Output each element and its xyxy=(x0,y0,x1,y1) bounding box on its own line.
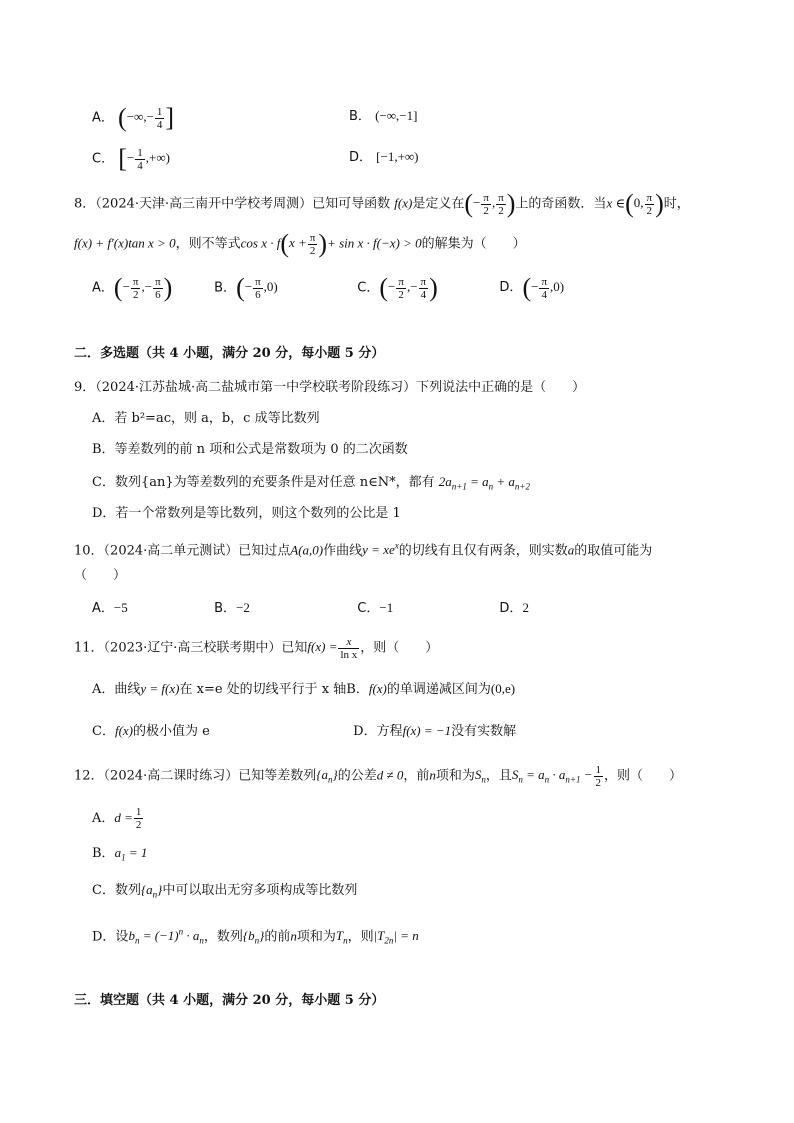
q12-text: ，且 xyxy=(485,768,512,784)
q7-b-expr: (−∞,−1] xyxy=(375,108,418,123)
q11-function: f(x) = $\frac{x}{\text{ln x}}$ xyxy=(307,636,358,661)
q9-stem xyxy=(74,378,585,398)
question-number: 8． xyxy=(74,196,96,212)
q10-option-d: D．2 xyxy=(499,600,529,616)
q7-option-a xyxy=(92,103,175,133)
q7-d-expr: [−1,+∞) xyxy=(376,149,419,164)
q8-ineq-arg: (x + $\frac{\pi}{2}$ ) xyxy=(280,229,328,259)
q11-stem xyxy=(74,636,438,661)
q8-option-d: D．(− $\frac{\pi}{4}$ ,0) xyxy=(499,273,565,303)
q8-interval-2: (0, $\frac{\pi}{2}$ ) xyxy=(625,189,664,219)
option-label: C． xyxy=(92,151,115,167)
q11-option-b: B．f(x)的单调递减区间为(0,e) xyxy=(346,681,516,697)
option-label: D． xyxy=(349,150,373,165)
q8-interval: (− $\frac{\pi}{2}$ , $\frac{\pi}{2}$ ) xyxy=(464,189,516,219)
q8-line-2 xyxy=(74,229,526,259)
q12-option-d: D．设$b_n = (-1)^n \cdot a_n$，数列$\{b_n\}$的前n项和为$T_n$，则$|T_{2n}| = n$ xyxy=(92,927,419,946)
q9-option-c xyxy=(92,472,530,497)
q12-n: n xyxy=(429,767,436,783)
q10-point: A(a,0) xyxy=(290,542,324,558)
q7-option-c xyxy=(92,144,170,174)
q10-stem xyxy=(74,536,652,561)
question-number: 11． xyxy=(74,640,104,656)
section-heading-fill-in: 三．填空题（共 4 小题，满分 20 分，每小题 5 分） xyxy=(74,993,385,1008)
q12-option-a: A．d = $\frac{1}{2}$ xyxy=(92,806,142,831)
q8-option-b: B．(− $\frac{\pi}{6}$ ,0) xyxy=(214,273,278,303)
q12-option-c: C．数列$\{a_n\}$中可以取出无穷多项构成等比数列 xyxy=(92,882,358,900)
q9-c-formula: $2a_{n+1} = a_n + a_{n+2}$ xyxy=(438,474,530,492)
question-stem: 下列说法中正确的是（ ） xyxy=(416,380,586,395)
q12-text: 项和为 xyxy=(435,768,475,784)
question-source: （2024·江苏盐城·高二盐城市第一中学校联考阶段练习） xyxy=(95,380,417,395)
q12-text: 的公差 xyxy=(337,768,377,784)
q10-text: 的取值可能为 xyxy=(574,543,653,559)
q7-a-expr: (−∞,− $\frac{1}{4}$ ] xyxy=(118,103,175,133)
q10-a: a xyxy=(567,542,575,558)
q9-option-d: D．若一个常数列是等比数列，则这个数列的公比是 1 xyxy=(92,506,401,521)
q12-option-b: B．$a_1 = 1$ xyxy=(92,845,148,863)
q8-text: 是定义在 xyxy=(412,196,465,212)
q12-text: 已知等差数列 xyxy=(238,768,317,784)
q11-options-ab xyxy=(92,679,515,700)
q11-option-a: A．曲线y = f(x)在 x=e 处的切线平行于 x 轴 xyxy=(92,681,347,697)
q10-text: 已知过点 xyxy=(238,543,291,559)
q10-paren: （ ） xyxy=(74,568,127,583)
q9-option-a: A．若 b²=ac，则 a，b，c 成等比数列 xyxy=(92,411,320,426)
q8-ineq: cos x · f xyxy=(240,235,281,251)
q8-option-c: C．(− $\frac{\pi}{2}$ ,− $\frac{\pi}{4}$ ) xyxy=(357,273,438,303)
option-label: A． xyxy=(92,110,114,126)
q8-text: 已知可导函数 xyxy=(312,196,391,212)
q8-option-a: A．(− $\frac{\pi}{2}$ ,− $\frac{\pi}{6}$ ) xyxy=(92,273,173,303)
q8-text: 的解集为（ ） xyxy=(421,236,526,252)
option-label: B． xyxy=(349,109,371,124)
q8-ineq-tail: + sin x · f(−x) > 0 xyxy=(327,235,422,251)
q12-sn: $S_n$ xyxy=(474,767,486,786)
q10-option-a: A．−5 xyxy=(92,600,128,616)
question-number: 12． xyxy=(74,768,104,784)
q11-text: 已知 xyxy=(281,640,308,656)
q8-text: 时， xyxy=(663,196,690,212)
question-source: （2023·辽宁·高三校联考期中） xyxy=(103,640,282,656)
q12-d: d ≠ 0 xyxy=(376,767,404,783)
question-source: （2024·天津·高三南开中学校考周测） xyxy=(95,196,313,212)
q8-xin: x ∈ xyxy=(606,195,626,211)
q11-option-c: C．f(x)的极小值为 e xyxy=(92,723,210,739)
q8-text: 上的奇函数．当 xyxy=(515,196,607,212)
q10-text: 作曲线 xyxy=(323,543,363,559)
q11-option-d: D．方程f(x) = −1没有实数解 xyxy=(353,723,517,739)
q12-text: ，前 xyxy=(403,768,430,784)
q8-line-1 xyxy=(74,189,690,219)
q8-condition: f(x) + f′(x)tan x > 0 xyxy=(74,235,176,251)
q12-seq: $\{a_n\}$ xyxy=(316,767,338,786)
q9-option-b: B．等差数列的前 n 项和公式是常数项为 0 的二次函数 xyxy=(92,442,408,457)
q11-options-cd xyxy=(92,721,516,742)
q7-option-b xyxy=(349,106,417,127)
question-number: 10． xyxy=(74,543,104,559)
q10-curve: $y = xe^x$ xyxy=(362,541,399,558)
q10-text: 的切线有且仅有两条，则实数 xyxy=(398,543,568,559)
q10-option-c: C．−1 xyxy=(357,600,394,616)
q12-equation: $S_n = a_n \cdot a_{n+1}$ − $\frac{1}{2}$ xyxy=(511,764,602,789)
question-source: （2024·高二单元测试） xyxy=(103,543,239,559)
section-heading-multiple-choice: 二．多选题（共 4 小题，满分 20 分，每小题 5 分） xyxy=(74,346,385,361)
q12-stem xyxy=(74,764,682,790)
q10-option-b: B．−2 xyxy=(214,600,250,616)
q8-text: ，则不等式 xyxy=(175,236,241,252)
q10-options xyxy=(92,598,529,619)
question-number: 9． xyxy=(74,380,96,395)
option-text: C．数列{an}为等差数列的充要条件是对任意 n∈N*，都有 xyxy=(92,475,435,490)
q8-fx: f(x) xyxy=(394,195,413,211)
q12-text: ，则（ ） xyxy=(604,768,683,784)
q11-text: ，则（ ） xyxy=(360,640,439,656)
question-source: （2024·高二课时练习） xyxy=(103,768,239,784)
q7-c-expr: [− $\frac{1}{4}$ ,+∞) xyxy=(118,144,170,174)
q7-option-d xyxy=(349,147,419,168)
q8-options xyxy=(92,273,565,303)
